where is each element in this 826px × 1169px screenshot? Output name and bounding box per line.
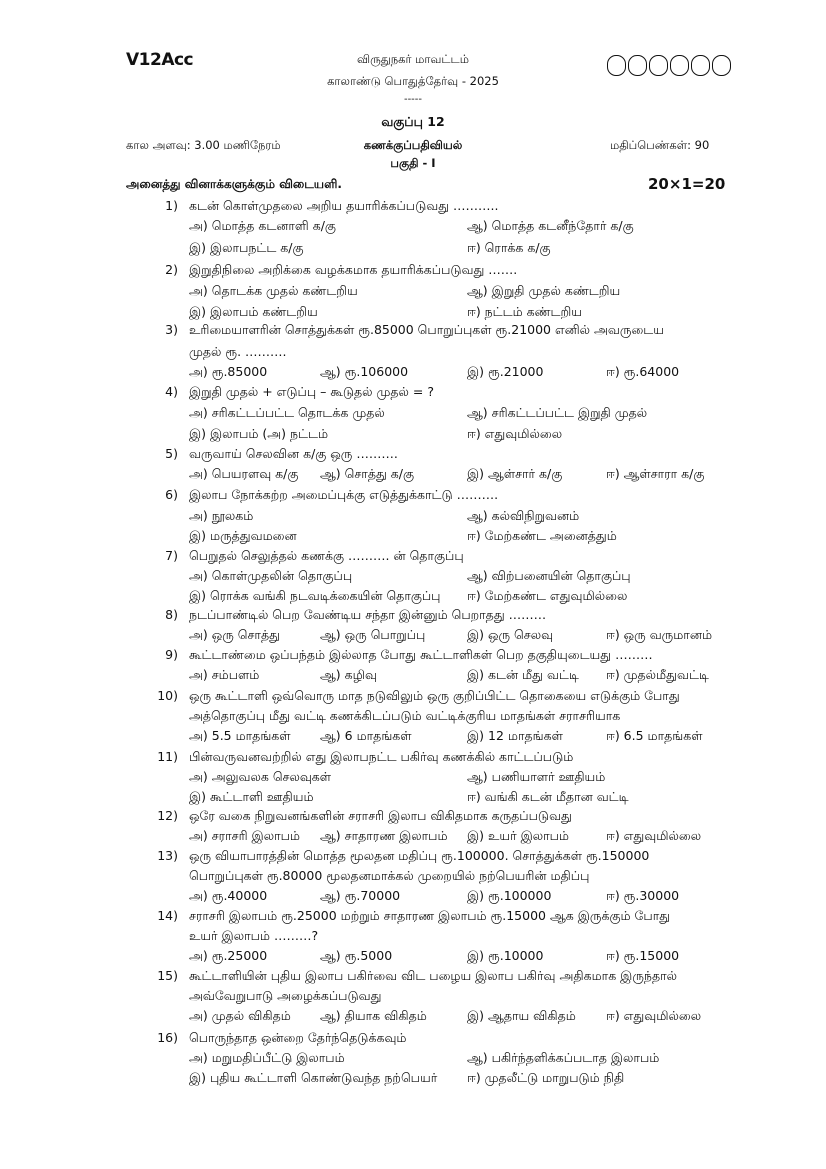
answer-option: ஈ) 6.5 மாதங்கள் — [606, 728, 703, 743]
answer-option: அ) பெயரளவு க/கு — [189, 466, 299, 481]
answer-option: ஆ) பகிர்ந்தளிக்கப்படாத இலாபம் — [467, 1050, 660, 1065]
question-text: பின்வருவனவற்றில் எது இலாபநட்ட பகிர்வு கணக்கில் காட்டப்படும் — [189, 749, 574, 764]
answer-option: ஈ) எதுவுமில்லை — [606, 828, 702, 843]
question-text: உரிமையாளரின் சொத்துக்கள் ரூ.85000 பொறுப்புகள் ரூ.21000 எனில் அவருடைய — [189, 322, 664, 337]
district-title: விருதுநகர் மாவட்டம் — [357, 52, 469, 66]
question-text: இறுதிநிலை அறிக்கை வழக்கமாக தயாரிக்கப்படுவது ……. — [189, 262, 518, 277]
answer-option: இ) ஒரு செலவு — [467, 627, 554, 642]
answer-option: அ) தொடக்க முதல் கண்டறிய — [189, 283, 358, 298]
answer-option: இ) ஆள்சார் க/கு — [467, 466, 563, 481]
question-text: சராசரி இலாபம் ரூ.25000 மற்றும் சாதாரண இலாபம் ரூ.15000 ஆக இருக்கும் போது — [189, 908, 671, 923]
class-title: வகுப்பு 12 — [381, 114, 445, 129]
answer-option: ஈ) வங்கி கடன் மீதான வட்டி — [467, 789, 629, 804]
answer-option: ஆ) கழிவு — [320, 667, 377, 682]
question-number: 2) — [165, 262, 178, 277]
answer-option: அ) அலுவலக செலவுகள் — [189, 769, 332, 784]
question-number: 7) — [165, 548, 178, 563]
answer-option: ஆ) ரூ.5000 — [320, 948, 393, 963]
answer-option: ஆ) இறுதி முதல் கண்டறிய — [467, 283, 621, 298]
answer-option: அ) சராசரி இலாபம் — [189, 828, 300, 843]
subject-title: கணக்குப்பதிவியல் — [363, 138, 463, 152]
question-text: ஒரு வியாபாரத்தின் மொத்த மூலதன மதிப்பு ரூ.100000. சொத்துக்கள் ரூ.150000 — [189, 848, 650, 863]
question-number: 10) — [157, 688, 178, 703]
answer-option: அ) ஒரு சொத்து — [189, 627, 280, 642]
question-number: 11) — [157, 749, 178, 764]
answer-option: ஆ) 6 மாதங்கள் — [320, 728, 412, 743]
answer-option: ஆ) ரூ.70000 — [320, 888, 401, 903]
question-number: 4) — [165, 384, 178, 399]
answer-option: அ) சரிகட்டப்பட்ட தொடக்க முதல் — [189, 405, 385, 420]
question-text: உயர் இலாபம் ………? — [189, 928, 319, 943]
answer-option: அ) மொத்த கடனாளி க/கு — [189, 218, 336, 233]
answer-option: ஈ) ரொக்க க/கு — [467, 240, 551, 255]
exam-title: காலாண்டு பொதுத்தேர்வு - 2025 — [327, 74, 499, 88]
question-number: 8) — [165, 607, 178, 622]
answer-option: இ) இலாபம் (அ) நட்டம் — [189, 426, 329, 441]
answer-option: இ) இலாபம் கண்டறிய — [189, 304, 318, 319]
question-text: பொறுப்புகள் ரூ.80000 மூலதனமாக்கல் முறையில் நற்பெயரின் மதிப்பு — [189, 868, 590, 883]
question-text: அத்தொகுப்பு மீது வட்டி கணக்கிடப்படும் வட்டிக்குரிய மாதங்கள் சராசரியாக — [189, 708, 621, 723]
answer-option: அ) மறுமதிப்பீட்டு இலாபம் — [189, 1050, 345, 1065]
answer-option: இ) கடன் மீது வட்டி — [467, 667, 579, 682]
answer-option: அ) முதல் விகிதம் — [189, 1008, 291, 1023]
question-number: 9) — [165, 647, 178, 662]
answer-option: இ) கூட்டாளி ஊதியம் — [189, 789, 314, 804]
answer-option: இ) ரூ.10000 — [467, 948, 544, 963]
answer-option: ஈ) நட்டம் கண்டறிய — [467, 304, 582, 319]
answer-option: இ) உயர் இலாபம் — [467, 828, 569, 843]
answer-option: ஈ) மேற்கண்ட எதுவுமில்லை — [467, 588, 628, 603]
question-text: பொருந்தாத ஒன்றை தேர்ந்தெடுக்கவும் — [189, 1030, 407, 1045]
question-number: 6) — [165, 487, 178, 502]
answer-option: இ) ரொக்க வங்கி நடவடிக்கையின் தொகுப்பு — [189, 588, 441, 603]
answer-option: ஆ) விற்பனையின் தொகுப்பு — [467, 568, 631, 583]
answer-option: ஈ) ரூ.64000 — [606, 364, 680, 379]
answer-option: அ) கொள்முதலின் தொகுப்பு — [189, 568, 353, 583]
question-text: கூட்டாளியின் புதிய இலாப பகிர்வை விட பழைய இலாப பகிர்வு அதிகமாக இருந்தால் — [189, 968, 677, 983]
answer-option: ஈ) ஒரு வருமானம் — [606, 627, 713, 642]
question-text: இலாப நோக்கற்ற அமைப்புக்கு எடுத்துக்காட்டு ………. — [189, 487, 499, 502]
answer-option: அ) சம்பளம் — [189, 667, 260, 682]
answer-option: ஈ) மேற்கண்ட அனைத்தும் — [467, 528, 617, 543]
answer-option: அ) நூலகம் — [189, 508, 254, 523]
answer-option: ஆ) ஒரு பொறுப்பு — [320, 627, 426, 642]
time-label: கால அளவு: 3.00 மணிநேரம் — [126, 138, 281, 152]
answer-option: இ) ரூ.21000 — [467, 364, 544, 379]
answer-option: ஆ) தியாக விகிதம் — [320, 1008, 427, 1023]
question-number: 3) — [165, 322, 178, 337]
question-number: 5) — [165, 446, 178, 461]
answer-option: ஈ) முதலீட்டு மாறுபடும் நிதி — [467, 1070, 625, 1085]
part-title: பகுதி - I — [390, 156, 436, 170]
question-text: அவ்வேறுபாடு அழைக்கப்படுவது — [189, 988, 382, 1003]
question-text: முதல் ரூ. ………. — [189, 344, 287, 359]
answer-option: ஆ) கல்விநிறுவனம் — [467, 508, 580, 523]
answer-option: இ) இலாபநட்ட க/கு — [189, 240, 304, 255]
answer-option: ஈ) ரூ.15000 — [606, 948, 680, 963]
question-text: ஒரே வகை நிறுவனங்களின் சராசரி இலாப விகிதமாக கருதப்படுவது — [189, 808, 572, 823]
question-number: 1) — [165, 198, 178, 213]
answer-option: ஈ) எதுவுமில்லை — [467, 426, 563, 441]
answer-option: அ) 5.5 மாதங்கள் — [189, 728, 291, 743]
question-text: நடப்பாண்டில் பெற வேண்டிய சந்தா இன்னும் பெறாதது ……… — [189, 607, 547, 622]
question-number: 12) — [157, 808, 178, 823]
answer-option: ஈ) ரூ.30000 — [606, 888, 680, 903]
question-text: ஒரு கூட்டாளி ஒவ்வொரு மாத நடுவிலும் ஒரு குறிப்பிட்ட தொகையை எடுக்கும் போது — [189, 688, 680, 703]
answer-option: ஈ) எதுவுமில்லை — [606, 1008, 702, 1023]
question-number: 16) — [157, 1030, 178, 1045]
answer-option: ஈ) முதல்மீதுவட்டி — [606, 667, 709, 682]
question-number: 14) — [157, 908, 178, 923]
question-text: பெறுதல் செலுத்தல் கணக்கு ………. ன் தொகுப்பு — [189, 548, 464, 563]
answer-option: ஆ) சரிகட்டப்பட்ட இறுதி முதல் — [467, 405, 648, 420]
answer-option: இ) புதிய கூட்டாளி கொண்டுவந்த நற்பெயர் — [189, 1070, 438, 1085]
question-text: வருவாய் செலவின க/கு ஒரு ………. — [189, 446, 398, 461]
answer-option: அ) ரூ.40000 — [189, 888, 268, 903]
answer-option: இ) மருத்துவமனை — [189, 528, 297, 543]
answer-option: இ) ஆதாய விகிதம் — [467, 1008, 576, 1023]
title-separator: ----- — [403, 94, 423, 105]
answer-option: ஆ) ரூ.106000 — [320, 364, 409, 379]
answer-option: இ) 12 மாதங்கள் — [467, 728, 563, 743]
marks-label: மதிப்பெண்கள்: 90 — [610, 138, 710, 152]
score-scheme: 20×1=20 — [648, 175, 726, 193]
answer-option: இ) ரூ.100000 — [467, 888, 552, 903]
question-text: இறுதி முதல் + எடுப்பு – கூடுதல் முதல் = ? — [189, 384, 434, 399]
answer-option: அ) ரூ.85000 — [189, 364, 268, 379]
question-number: 13) — [157, 848, 178, 863]
question-text: கூட்டாண்மை ஒப்பந்தம் இல்லாத போது கூட்டாளிகள் பெற தகுதியுடையது ……… — [189, 647, 653, 662]
answer-option: ஆ) சொத்து க/கு — [320, 466, 415, 481]
answer-option: அ) ரூ.25000 — [189, 948, 268, 963]
answer-option: ஆ) சாதாரண இலாபம் — [320, 828, 448, 843]
question-text: கடன் கொள்முதலை அறிய தயாரிக்கப்படுவது ……….. — [189, 198, 499, 213]
question-number: 15) — [157, 968, 178, 983]
paper-code: V12Acc — [126, 50, 194, 70]
instruction-text: அனைத்து வினாக்களுக்கும் விடையளி. — [126, 177, 342, 191]
answer-option: ஆ) பணியாளர் ஊதியம் — [467, 769, 606, 784]
answer-option: ஆ) மொத்த கடனீந்தோர் க/கு — [467, 218, 634, 233]
answer-option: ஈ) ஆள்சாரா க/கு — [606, 466, 705, 481]
